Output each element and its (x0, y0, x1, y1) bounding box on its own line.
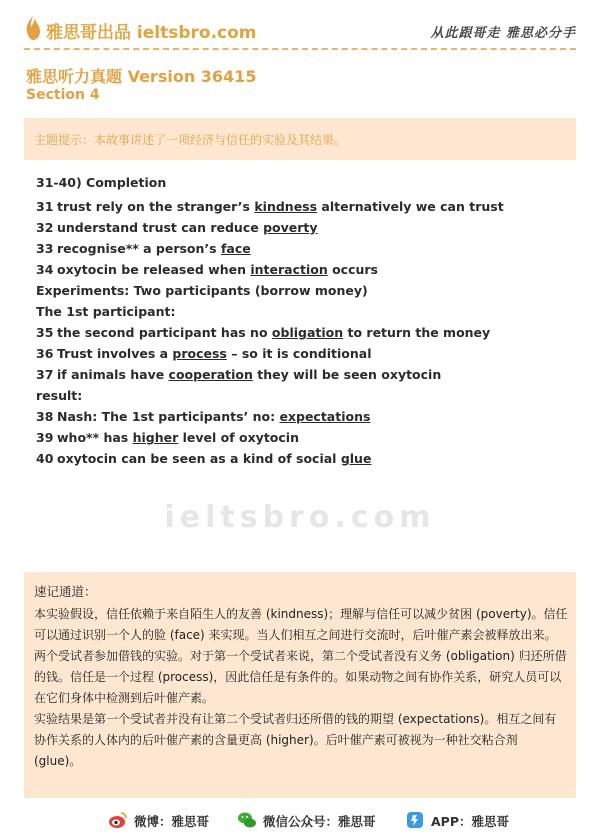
wechat-icon (237, 810, 257, 830)
questions-heading: 31-40) Completion (36, 175, 167, 190)
question-number: 31 (36, 199, 54, 214)
question-text: – so it is conditional (226, 346, 372, 361)
question-number: 35 (36, 325, 54, 340)
answer: kindness (254, 199, 318, 214)
question-text: oxytocin be released when (57, 262, 251, 277)
question-37 (36, 364, 566, 385)
question-number: 34 (36, 262, 54, 277)
question-32 (36, 217, 566, 238)
app-icon (405, 810, 425, 830)
header-divider (24, 48, 576, 50)
question-36 (36, 343, 566, 364)
question-number: 39 (36, 430, 54, 445)
notes-paragraph: 本实验假设，信任依赖于来自陌生人的友善 (kindness)；理解与信任可以减少贫困 (poverty)。信任可以通过识别一个人的脸 (face) 来实现。当人们相互之间进行交流时，后叶催产素会被释放出来。 (34, 607, 568, 642)
question-text: occurs (327, 262, 378, 277)
header (0, 0, 600, 50)
answer: interaction (250, 262, 328, 277)
question-text: understand trust can reduce (57, 220, 264, 235)
question-text: Trust involves a (57, 346, 173, 361)
question-34 (36, 259, 566, 280)
question-number: 37 (36, 367, 54, 382)
app-label: APP：雅思哥 (431, 814, 509, 829)
answer: higher (132, 430, 179, 445)
section-label: Section 4 (26, 87, 100, 103)
first-participant-heading: The 1st participant: (36, 304, 176, 319)
question-text: Nash: The 1st participants’ no: (57, 409, 280, 424)
notes-body (34, 604, 568, 772)
question-text: if animals have (57, 367, 169, 382)
answer: expectations (279, 409, 371, 424)
question-text: alternatively we can trust (317, 199, 504, 214)
question-list (36, 172, 566, 469)
question-text: oxytocin can be seen as a kind of social (57, 451, 341, 466)
topic-box (24, 118, 576, 160)
answer: glue (340, 451, 372, 466)
question-number: 38 (36, 409, 54, 424)
question-number: 33 (36, 241, 54, 256)
answer: poverty (263, 220, 318, 235)
question-number: 32 (36, 220, 54, 235)
notes-title: 速记通道： (34, 584, 97, 599)
result-heading: result: (36, 388, 83, 403)
brand-name: 雅思哥出品 ieltsbro.com (46, 23, 257, 43)
experiments-heading: Experiments: Two participants (borrow money) (36, 283, 368, 298)
logo-flame-icon (24, 15, 42, 41)
footer (0, 808, 600, 832)
question-35 (36, 322, 566, 343)
question-39 (36, 427, 566, 448)
weibo-icon (108, 810, 128, 830)
question-40 (36, 448, 566, 469)
answer: cooperation (168, 367, 253, 382)
notes-paragraph: 实验结果是第一个受试者并没有让第二个受试者归还所借的钱的期望 (expectations)。相互之间有协作关系的人体内的后叶催产素的含量更高 (higher)。后叶催产素可被视为一种社交粘合剂 (glue)。 (34, 712, 557, 768)
question-number: 40 (36, 451, 54, 466)
page-title: 雅思听力真题 Version 36415 (26, 67, 257, 86)
topic-text: 主题提示：本故事讲述了一项经济与信任的实验及其结果。 (34, 133, 347, 147)
answer: obligation (271, 325, 344, 340)
question-text: recognise** a person’s (57, 241, 221, 256)
question-text: level of oxytocin (178, 430, 299, 445)
question-38 (36, 406, 566, 427)
notes-paragraph: 两个受试者参加借钱的实验。对于第一个受试者来说，第二个受试者没有义务 (obligation) 归还所借的钱。信任是一个过程 (process)，因此信任是有条件的。如果动物之间有协作关系，研究人员可以在它们身体中检测到后叶催产素。 (34, 649, 567, 705)
question-33 (36, 238, 566, 259)
watermark: ieltsbro.com (164, 500, 436, 535)
question-text: to return the money (343, 325, 491, 340)
question-text: the second participant has no (57, 325, 272, 340)
answer: face (220, 241, 251, 256)
question-text: who** has (57, 430, 133, 445)
answer: process (172, 346, 227, 361)
weibo-label: 微博：雅思哥 (134, 814, 210, 829)
question-text: they will be seen oxytocin (252, 367, 442, 382)
slogan: 从此跟哥走 雅思必分手 (430, 26, 576, 41)
question-text: trust rely on the stranger’s (57, 199, 255, 214)
notes-box (24, 572, 576, 798)
question-number: 36 (36, 346, 54, 361)
question-31 (36, 196, 566, 217)
wechat-label: 微信公众号：雅思哥 (263, 814, 376, 829)
